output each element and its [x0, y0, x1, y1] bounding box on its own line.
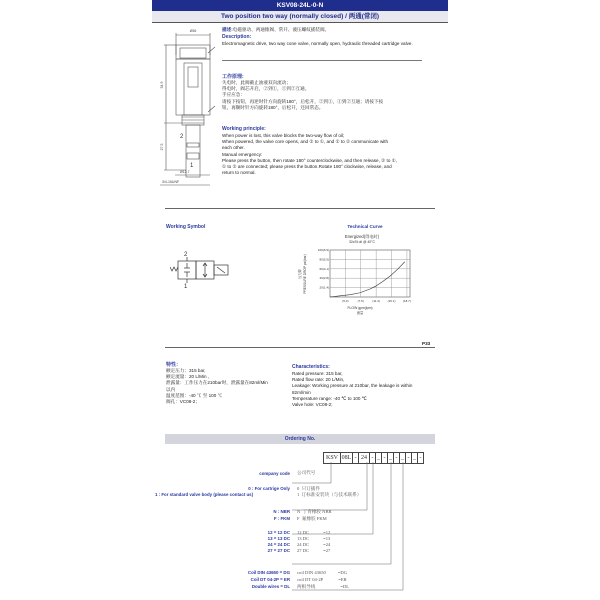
coil-option-1-desc: =ER — [338, 577, 347, 582]
description-text: Electromagnetic drive, two way cone valve, normally open, hydraulic threaded cartridge valve. — [222, 41, 413, 46]
code-part-sep: - — [353, 452, 359, 464]
principle-en-line: return to normal. — [222, 170, 256, 176]
chart-x-tick-label: (7.5) — [357, 299, 364, 303]
principle-cn-line: 失电时，此阀截止油液双向流动； — [222, 80, 291, 85]
characteristics-en-line: Rated flow rate: 20 L/Min, — [292, 377, 345, 383]
principle-en-line: Manual emergency: — [222, 151, 263, 157]
voltage-option-3-label: 27 = 27 DC — [267, 548, 290, 553]
principle-en-body — [222, 133, 444, 176]
chart-ylabel-cn: 压力降 — [298, 269, 302, 279]
chart-subtitle: Energized(得电时) — [344, 234, 380, 239]
symbol-port-2: 2 — [184, 252, 188, 258]
coil-option-2-label: Double wires = DL — [251, 584, 290, 589]
page-number: P33 — [422, 341, 431, 346]
seal-option-0-desc: 丁青橡胶 NBR — [302, 509, 332, 514]
section-divider — [165, 208, 435, 209]
voltage-option-3-code: 27 DC — [297, 548, 310, 553]
working-symbol-diagram — [170, 248, 230, 288]
voltage-option-0-label: 12 = 12 DC — [267, 530, 290, 535]
characteristics-en-line: Temperature range: -40 ℃ to 100 ℃ — [292, 395, 367, 401]
principle-cn-heading: 工作原理: — [222, 74, 244, 80]
symbol-port-1: 1 — [184, 284, 188, 288]
description-divider — [222, 60, 422, 61]
characteristics-cn-line: 以内 — [166, 386, 176, 392]
code-part-sep: - — [418, 452, 424, 464]
chart-title: Technical Curve — [347, 224, 383, 229]
chart-ylabel: PRESSURE DROP psi(bar) — [303, 254, 307, 294]
body-option-1-code: 1 — [297, 492, 300, 497]
principle-en-line: ① to ② are connected; please press the button.Rotate 180° clockwise, release, and — [222, 164, 392, 170]
seal-option-1-desc: 氟橡胶 FKM — [301, 516, 327, 521]
coil-option-2-code: 两根导线 — [297, 584, 316, 589]
coil-option-2-desc: =DL — [340, 584, 350, 589]
characteristics-en-line: Leakage: Working pressure at 210bar, the leakage is within — [292, 383, 413, 389]
description-cn — [222, 27, 440, 33]
body-option-1-desc: 订标准安装块（与技术联系） — [301, 492, 362, 497]
coil-option-0 — [297, 570, 347, 575]
chart-x-tick-label: (11.4) — [372, 299, 380, 303]
header-divider — [152, 22, 448, 23]
seal-option-1-label: F : FKM — [273, 516, 290, 521]
code-part-sep: - — [406, 452, 412, 464]
chart-condition: 32cSt oil @ 40°C — [349, 240, 375, 244]
principle-en-line: When powered, the valve core opens, and ② to ①, and ① to ② communicate with — [222, 139, 389, 145]
code-part-voltage: _ — [400, 452, 406, 464]
characteristics-cn-line: 阀孔：VC08-2； — [166, 399, 200, 405]
code-part-sep: - — [394, 452, 400, 464]
chart-y-tick-label: 40(2.8) — [319, 276, 329, 281]
chart-plot-area — [330, 250, 410, 297]
principle-cn-line: 得电时，阀芯开启，②到①，①到②互通。 — [222, 86, 310, 92]
principle-cn-body — [222, 80, 442, 111]
body-option-1 — [297, 492, 361, 498]
voltage-option-0 — [297, 530, 330, 535]
valve-dimension-drawing — [160, 25, 220, 195]
code-part-coil: _ — [412, 452, 418, 464]
body-option-0-label: 0 : For cartrige Only — [248, 486, 290, 491]
characteristics-en-heading: Characteristics: — [292, 364, 330, 370]
dim-diameter-bottom: Ø12.7 — [180, 170, 190, 174]
code-part-size: 08L — [341, 452, 353, 464]
seal-option-0 — [297, 509, 332, 515]
description-cn-label: 描述: — [222, 27, 233, 32]
voltage-option-2-code: 24 DC — [297, 542, 310, 547]
chart-xlabel: FLOW gpm(lpm) — [347, 306, 373, 310]
coil-option-1-label: Coil DT 04-2P = ER — [250, 577, 290, 582]
chart-xlabel-cn: 流量 — [356, 311, 364, 315]
coil-option-2 — [297, 584, 349, 590]
characteristics-cn-line: 额定流量：20 L/Min , — [166, 374, 210, 380]
company-code-value: 公司代号 — [297, 470, 316, 475]
principle-en-line: each other. — [222, 145, 245, 151]
code-part-sep: - — [382, 452, 388, 464]
working-symbol-title: Working Symbol — [166, 224, 206, 230]
page-divider — [165, 347, 435, 348]
voltage-option-1-code: 13 DC — [297, 536, 310, 541]
voltage-option-1 — [297, 536, 330, 541]
model-title-bar: KSV08-24L-0-N — [152, 0, 448, 11]
code-part-type: 24 — [359, 452, 370, 464]
ordering-header: Ordering No. — [165, 434, 435, 444]
characteristics-en-line: Valve hole: VC08-2; — [292, 402, 333, 408]
seal-option-0-label: N : NBR — [273, 509, 290, 514]
seal-option-0-code: N — [297, 509, 301, 514]
technical-curve-chart — [290, 222, 440, 322]
voltage-option-2-label: 24 = 24 DC — [267, 542, 290, 547]
chart-y-tick-label: 60(4.1) — [319, 266, 329, 271]
characteristics-en-body — [292, 371, 442, 408]
characteristics-cn-heading: 特性： — [166, 362, 182, 368]
voltage-option-0-desc: =12 — [323, 530, 331, 535]
coil-option-0-label: Coil DIN 43650 = DG — [247, 570, 290, 575]
characteristics-cn-body — [166, 368, 291, 405]
chart-series-line — [330, 262, 405, 297]
characteristics-en-line: 82ml/min — [292, 389, 311, 395]
body-option-0-desc: 只订插件 — [301, 486, 320, 491]
port-2-label: 2 — [180, 134, 184, 140]
principle-en-line: Please press the button, then rotate 180° counterclockwise, and then release, ② to ①, — [222, 157, 398, 163]
chart-x-tick-label: (15.1) — [387, 299, 396, 303]
chart-x-tick-label: (5.0) — [342, 299, 349, 303]
voltage-option-3-desc: =27 — [323, 548, 331, 553]
principle-cn-line: 请按下按钮，再逆时针方向旋转180°，后松开，②到①，①到②互通；请按下按 — [222, 98, 384, 104]
voltage-option-3 — [297, 548, 330, 553]
body-option-1-label: 1 : For standard valve body (please contact us) — [155, 492, 254, 497]
chart-y-tick-label: 80(5.5) — [319, 257, 329, 262]
coil-option-1-code: coil DT 04-2P — [297, 577, 324, 582]
principle-cn-line: 钮，再顺时针方向旋转180°，后松开，还回常态。 — [222, 104, 324, 110]
voltage-option-1-label: 13 = 13 DC — [267, 536, 290, 541]
seal-option-1-code: F — [297, 516, 300, 521]
chart-y-tick-label: 100(6.9) — [317, 248, 329, 252]
description-cn-text: 电磁驱动、两通锥阀、常开、液压螺纹插装阀。 — [232, 27, 330, 32]
voltage-option-0-code: 12 DC — [297, 530, 310, 535]
characteristics-en-line: Rated pressure: 315 bar, — [292, 371, 343, 376]
coil-option-0-desc: =DG — [337, 570, 348, 575]
dim-diameter-top: Ø36 — [189, 29, 197, 33]
principle-en-heading: Working principle: — [222, 126, 266, 132]
characteristics-cn-line: 泄露量：工作压力在210bar时，泄露量在82ml/Min — [166, 380, 268, 386]
valve-type-subtitle: Two position two way (normally closed) / 两通(常闭) — [152, 11, 448, 22]
code-part-sep: - — [370, 452, 376, 464]
code-part-series: KSV — [323, 452, 341, 464]
characteristics-cn-line: 温度范围：-40 ℃ 至 100 ℃ — [166, 392, 223, 398]
port-1-label: 1 — [190, 163, 194, 169]
chart-x-tick-label: (18.7) — [403, 299, 411, 303]
principle-en-line: When power is lost, this valve blocks the two-way flow of oil; — [222, 133, 345, 138]
characteristics-cn-line: 额定压力：315 bar, — [166, 368, 206, 373]
chart-y-tick-label: 20(1.4) — [319, 285, 329, 290]
voltage-option-1-desc: =13 — [323, 536, 331, 541]
code-part-body: _ — [376, 452, 382, 464]
dim-height-main: 54.9 — [160, 81, 164, 89]
voltage-option-2 — [297, 542, 330, 547]
company-code-label: company code — [259, 471, 290, 476]
seal-option-1 — [297, 516, 327, 522]
body-option-0-code: 0 — [297, 486, 300, 491]
voltage-option-2-desc: =24 — [323, 542, 331, 547]
code-part-seal: _ — [388, 452, 394, 464]
coil-option-0-code: coil DIN 43650 — [297, 570, 326, 575]
description-heading: Description: — [222, 34, 252, 40]
principle-cn-line: 手应应急： — [222, 92, 245, 98]
dim-height-lower: 27.5 — [160, 143, 164, 151]
thread-spec: 3/4-16UNF — [162, 180, 180, 184]
coil-option-1 — [297, 577, 347, 582]
